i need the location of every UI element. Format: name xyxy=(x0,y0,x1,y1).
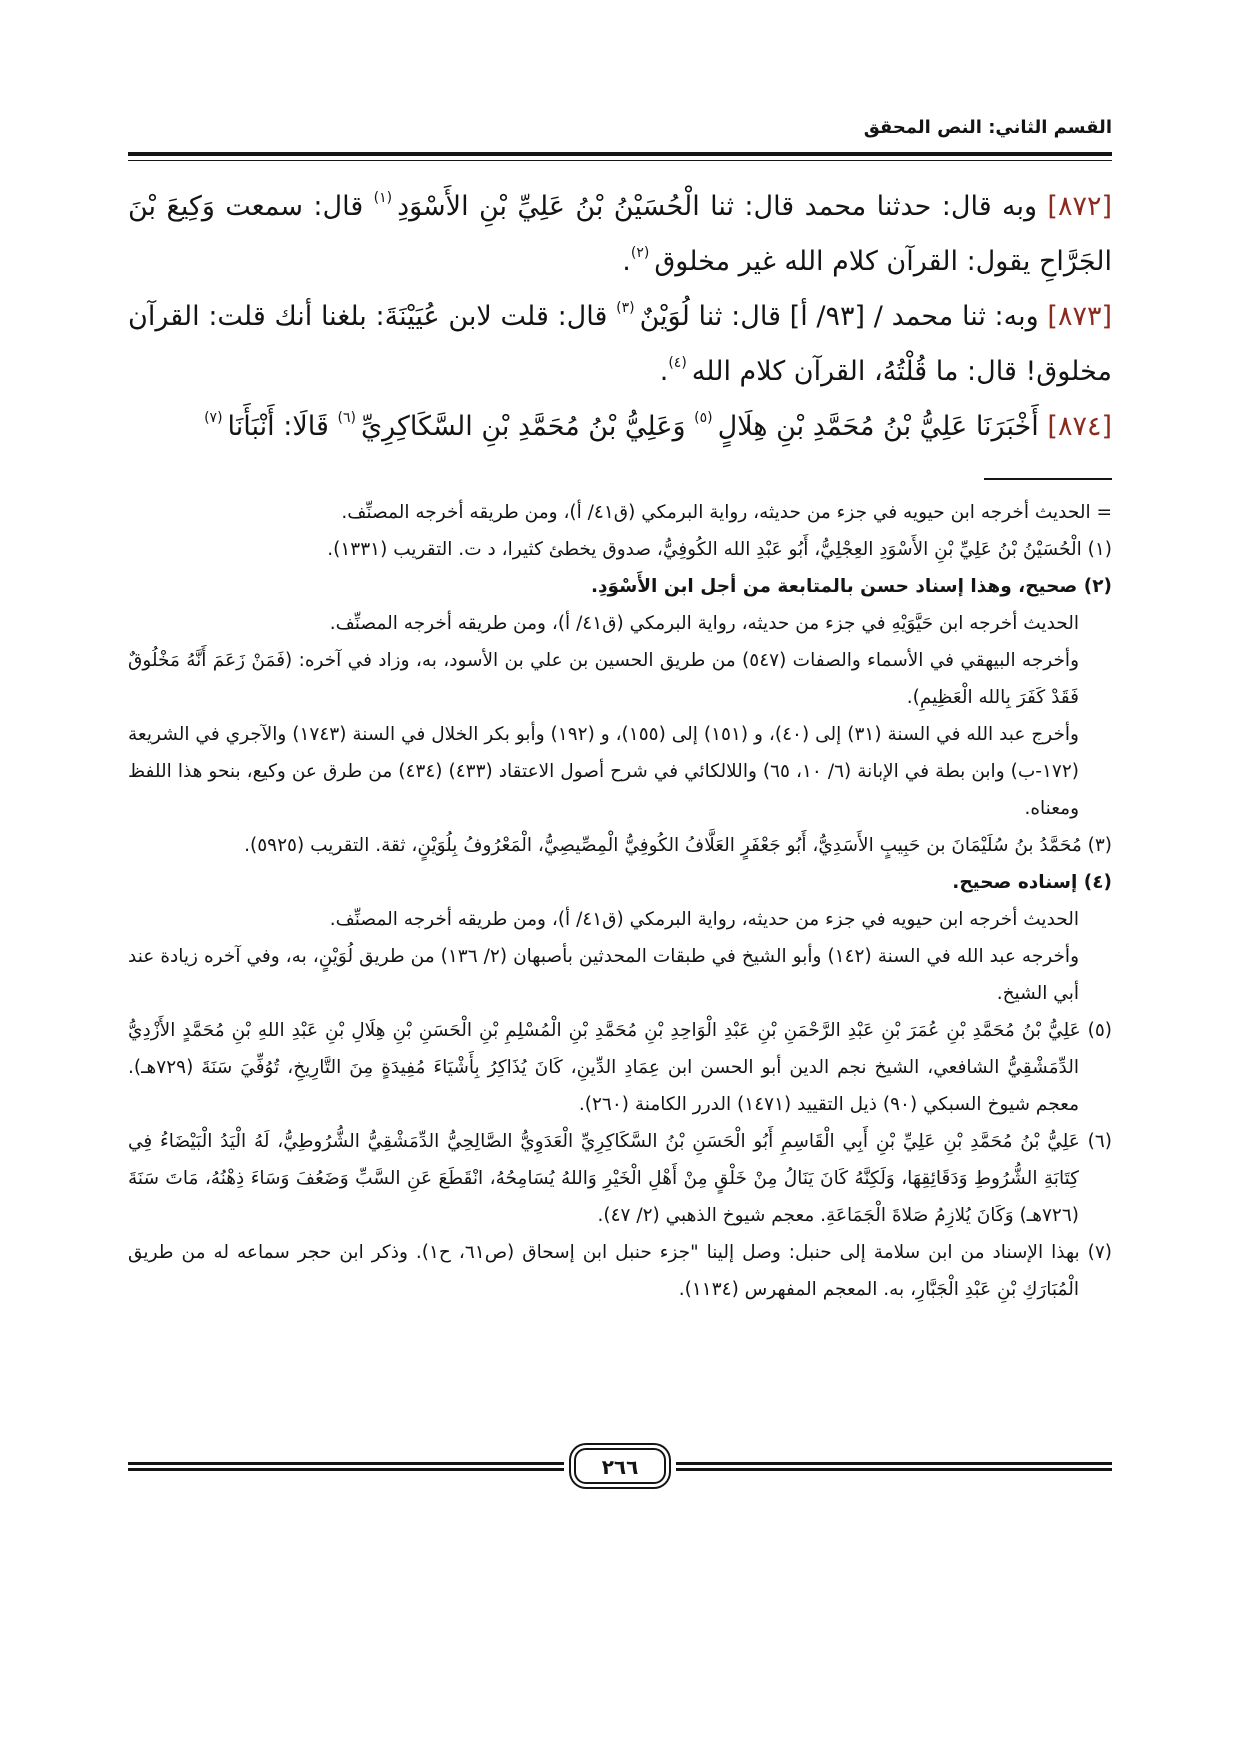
hadith-number: [٨٧٤] xyxy=(1047,411,1112,442)
footnote-paragraph: الحديث أخرجه ابن حيويه في جزء من حديثه، رواية البرمكي (ق٤١/ أ)، ومن طريقه أخرجه المصنِّف. xyxy=(329,909,1079,930)
footnote-ref: (٢) xyxy=(630,245,650,261)
text-run: . xyxy=(659,356,669,387)
text-run: قال: قلت لابن عُيَيْنَةَ: بلغنا أنك قلت: القرآن مخلوق! قال: ما قُلْتُهُ، القرآن كلام الله xyxy=(128,301,1112,387)
hadith-paragraph xyxy=(128,179,1112,289)
text-run: قال: سمعت وَكِيعَ بْنَ الجَرَّاحِ يقول: القرآن كلام الله غير مخلوق xyxy=(128,191,1112,277)
running-head xyxy=(128,112,1112,144)
main-text xyxy=(128,179,1112,454)
footnote-text: عَلِيُّ بْنُ مُحَمَّدِ بْنِ عُمَرَ بْنِ عَبْدِ الرَّحْمَنِ بْنِ عَبْدِ الْوَاحِدِ بْنِ مُحَمَّدِ بْنِ الْمُسْلِمِ بْنِ الْحَسَنِ بْنِ هِلَالِ بْنِ عَبْدِ اللهِ بْنِ مُحَمَّدٍ الأَزْدِيُّ الدِّمَشْقِيُّ الشافعي، الشيخ نجم الدين أبو الحسن ابن عِمَادِ الدِّينِ، كَانَ يُذَاكِرُ بِأَشْيَاءَ مُفِيدَةٍ مِنَ التَّارِيخِ، تُوُفِّيَ سَنَةَ (٧٢٩هـ). معجم شيوخ السبكي (٩٠) ذيل التقييد (١٤٧١) الدرر الكامنة (٢٦٠). xyxy=(128,1020,1081,1115)
footnote-ref: (٣) xyxy=(616,300,635,316)
header-rule xyxy=(128,152,1112,161)
footnote-paragraph: وأخرج عبد الله في السنة (٣١) إلى (٤٠)، و (١٥١) إلى (١٥٥)، و (١٩٢) وأبو بكر الخلال في السنة (١٧٤٣) والآجري في الشريعة (١٧٢-ب) وابن بطة في الإبانة (٦/ ١٠، ٦٥) واللالكائي في شرح أصول الاعتقاد (٤٣٣) (٤٣٤) من طرق عن وكيع، بنحو هذا اللفظ ومعناه. xyxy=(128,724,1079,819)
footnote-entry xyxy=(128,494,1112,531)
footnote-ref: (٦) xyxy=(337,410,356,426)
footnote-entry xyxy=(128,1012,1112,1123)
text-run: قَالَا: أَنْبَأَنَا xyxy=(227,411,338,442)
footnote-text: مُحَمَّدُ بنُ سُلَيْمَانَ بن حَبِيبٍ الأَسَدِيُّ، أَبُو جَعْفَرٍ العَلَّافُ الكُوفِيُّ الْمِصِّيصِيُّ، الْمَعْرُوفُ بِلُوَيْنٍ، ثقة. التقريب (٥٩٢٥). xyxy=(244,835,1082,856)
footnote xyxy=(128,1234,1112,1308)
footer-rule-left xyxy=(128,1462,564,1471)
text-run: أَخْبَرَنَا عَلِيُّ بْنُ مُحَمَّدِ بْنِ هِلَالٍ xyxy=(717,411,1048,442)
hadith-paragraph xyxy=(128,399,1112,454)
hadith-number: [٨٧٣] xyxy=(1047,301,1112,332)
footnote-marker: (٤) xyxy=(1083,872,1112,893)
page-number: ٢٦٦ xyxy=(601,1455,639,1479)
footnote-entry xyxy=(128,531,1112,568)
text-run: . xyxy=(622,246,631,277)
footnote-ref: (٥) xyxy=(694,410,713,426)
footnote xyxy=(128,1123,1112,1234)
footnote-text: بهذا الإسناد من ابن سلامة إلى حنبل: وصل إلينا "جزء حنبل ابن إسحاق (ص٦١، ح١). وذكر ابن حجر سماعه له من طريق الْمُبَارَكِ بْنِ عَبْدِ الْجَبَّارِ، به. المعجم المفهرس (١١٣٤). xyxy=(128,1242,1080,1300)
footnote-paragraph: وأخرجه عبد الله في السنة (١٤٢) وأبو الشيخ في طبقات المحدثين بأصبهان (٢/ ١٣٦) من طريق لُوَيْنٍ، به، وفي آخره زيادة عند أبي الشيخ. xyxy=(128,946,1079,1004)
footnote-marker: (٦) xyxy=(1087,1131,1112,1152)
footnote-ref: (٤) xyxy=(668,355,687,371)
footnote xyxy=(128,864,1112,1012)
footnote-entry xyxy=(128,827,1112,864)
footnote-text: الحديث أخرجه ابن حيويه في جزء من حديثه، رواية البرمكي (ق٤١/ أ)، ومن طريقه أخرجه المصنِّف. xyxy=(341,502,1091,523)
footnote xyxy=(128,1012,1112,1123)
footnote-entry xyxy=(128,1234,1112,1308)
footnote-entry xyxy=(128,568,1112,605)
footnote xyxy=(128,494,1112,531)
footnote-marker: (٥) xyxy=(1087,1020,1112,1041)
footnote-marker: = xyxy=(1096,502,1112,523)
footnote xyxy=(128,531,1112,568)
footnote-marker: (٧) xyxy=(1087,1242,1112,1263)
footnote-entry xyxy=(128,1123,1112,1234)
page-column xyxy=(128,0,1112,1486)
footnote-verdict: صحيح، وهذا إسناد حسن بالمتابعة من أجل ابن الأَسْوَدِ. xyxy=(590,576,1078,597)
text-run: وَعَلِيُّ بْنُ مُحَمَّدِ بْنِ السَّكَاكِرِيِّ xyxy=(360,411,695,442)
footnote-text: عَلِيُّ بْنُ مُحَمَّدِ بْنِ عَلِيِّ بْنِ أَبِي الْقَاسِمِ أَبُو الْحَسَنِ بْنُ السَّكَاكِرِيِّ الْعَدَوِيُّ الصَّالِحِيُّ الدِّمَشْقِيُّ الشُّرُوطِيُّ، لَهُ الْيَدُ الْبَيْضَاءُ فِي كِتَابَةِ الشُّرُوطِ وَدَقَائِقِهَا، وَلَكِنَّهُ كَانَ يَنَالُ مِنْ خَلْقٍ مِنْ أَهْلِ الْخَيْرِ وَاللهُ يُسَامِحُهُ، انْقَطَعَ عَنِ السَّبِّ وَضَعُفَ وَسَاءَ ذِهْنُهُ، مَاتَ سَنَةَ (٧٢٦هـ) وَكَانَ يُلازِمُ صَلاةَ الْجَمَاعَةِ. معجم شيوخ الذهبي (٢/ ٤٧). xyxy=(128,1131,1080,1226)
hadith-number: [٨٧٢] xyxy=(1047,191,1112,222)
footnote-marker: (٣) xyxy=(1087,835,1112,856)
footnote-text: الْحُسَيْنُ بْنُ عَلِيِّ بْنِ الأَسْوَدِ العِجْلِيُّ، أَبُو عَبْدِ الله الكُوفِيُّ، صدوق يخطئ كثيرا، د ت. التقريب (١٣٣١). xyxy=(327,539,1082,560)
page-footer xyxy=(128,1428,1112,1486)
page-number-frame xyxy=(574,1448,667,1484)
section-title: القسم الثاني: النص المحقق xyxy=(863,117,1112,138)
footnote-entry xyxy=(128,864,1112,901)
footnote-marker: (١) xyxy=(1087,539,1112,560)
footnote xyxy=(128,827,1112,864)
footnote-ref: (٧) xyxy=(204,410,223,426)
footnote xyxy=(128,568,1112,827)
text-run: وبه: ثنا محمد / [٩٣/ أ] قال: ثنا لُوَيْنٌ xyxy=(639,301,1048,332)
footnote-separator xyxy=(984,478,1112,480)
hadith-paragraph xyxy=(128,289,1112,399)
footnotes xyxy=(128,494,1112,1308)
footnote-ref: (١) xyxy=(373,190,393,206)
footnote-verdict: إسناده صحيح. xyxy=(952,872,1078,893)
footnote-paragraph: وأخرجه البيهقي في الأسماء والصفات (٥٤٧) من طريق الحسين بن علي بن الأسود، به، وزاد في آخره: (فَمَنْ زَعَمَ أَنَّهُ مَخْلُوقٌ فَقَدْ كَفَرَ بِالله الْعَظِيمِ). xyxy=(128,650,1080,708)
footnote-paragraph: الحديث أخرجه ابن حَيَّوَيْهِ في جزء من حديثه، رواية البرمكي (ق٤١/ أ)، ومن طريقه أخرجه المصنِّف. xyxy=(329,613,1079,634)
footnote-marker: (٢) xyxy=(1083,576,1112,597)
text-run: وبه قال: حدثنا محمد قال: ثنا الْحُسَيْنُ بْنُ عَلِيِّ بْنِ الأَسْوَدِ xyxy=(397,191,1048,222)
footer-rule-right xyxy=(676,1462,1112,1471)
